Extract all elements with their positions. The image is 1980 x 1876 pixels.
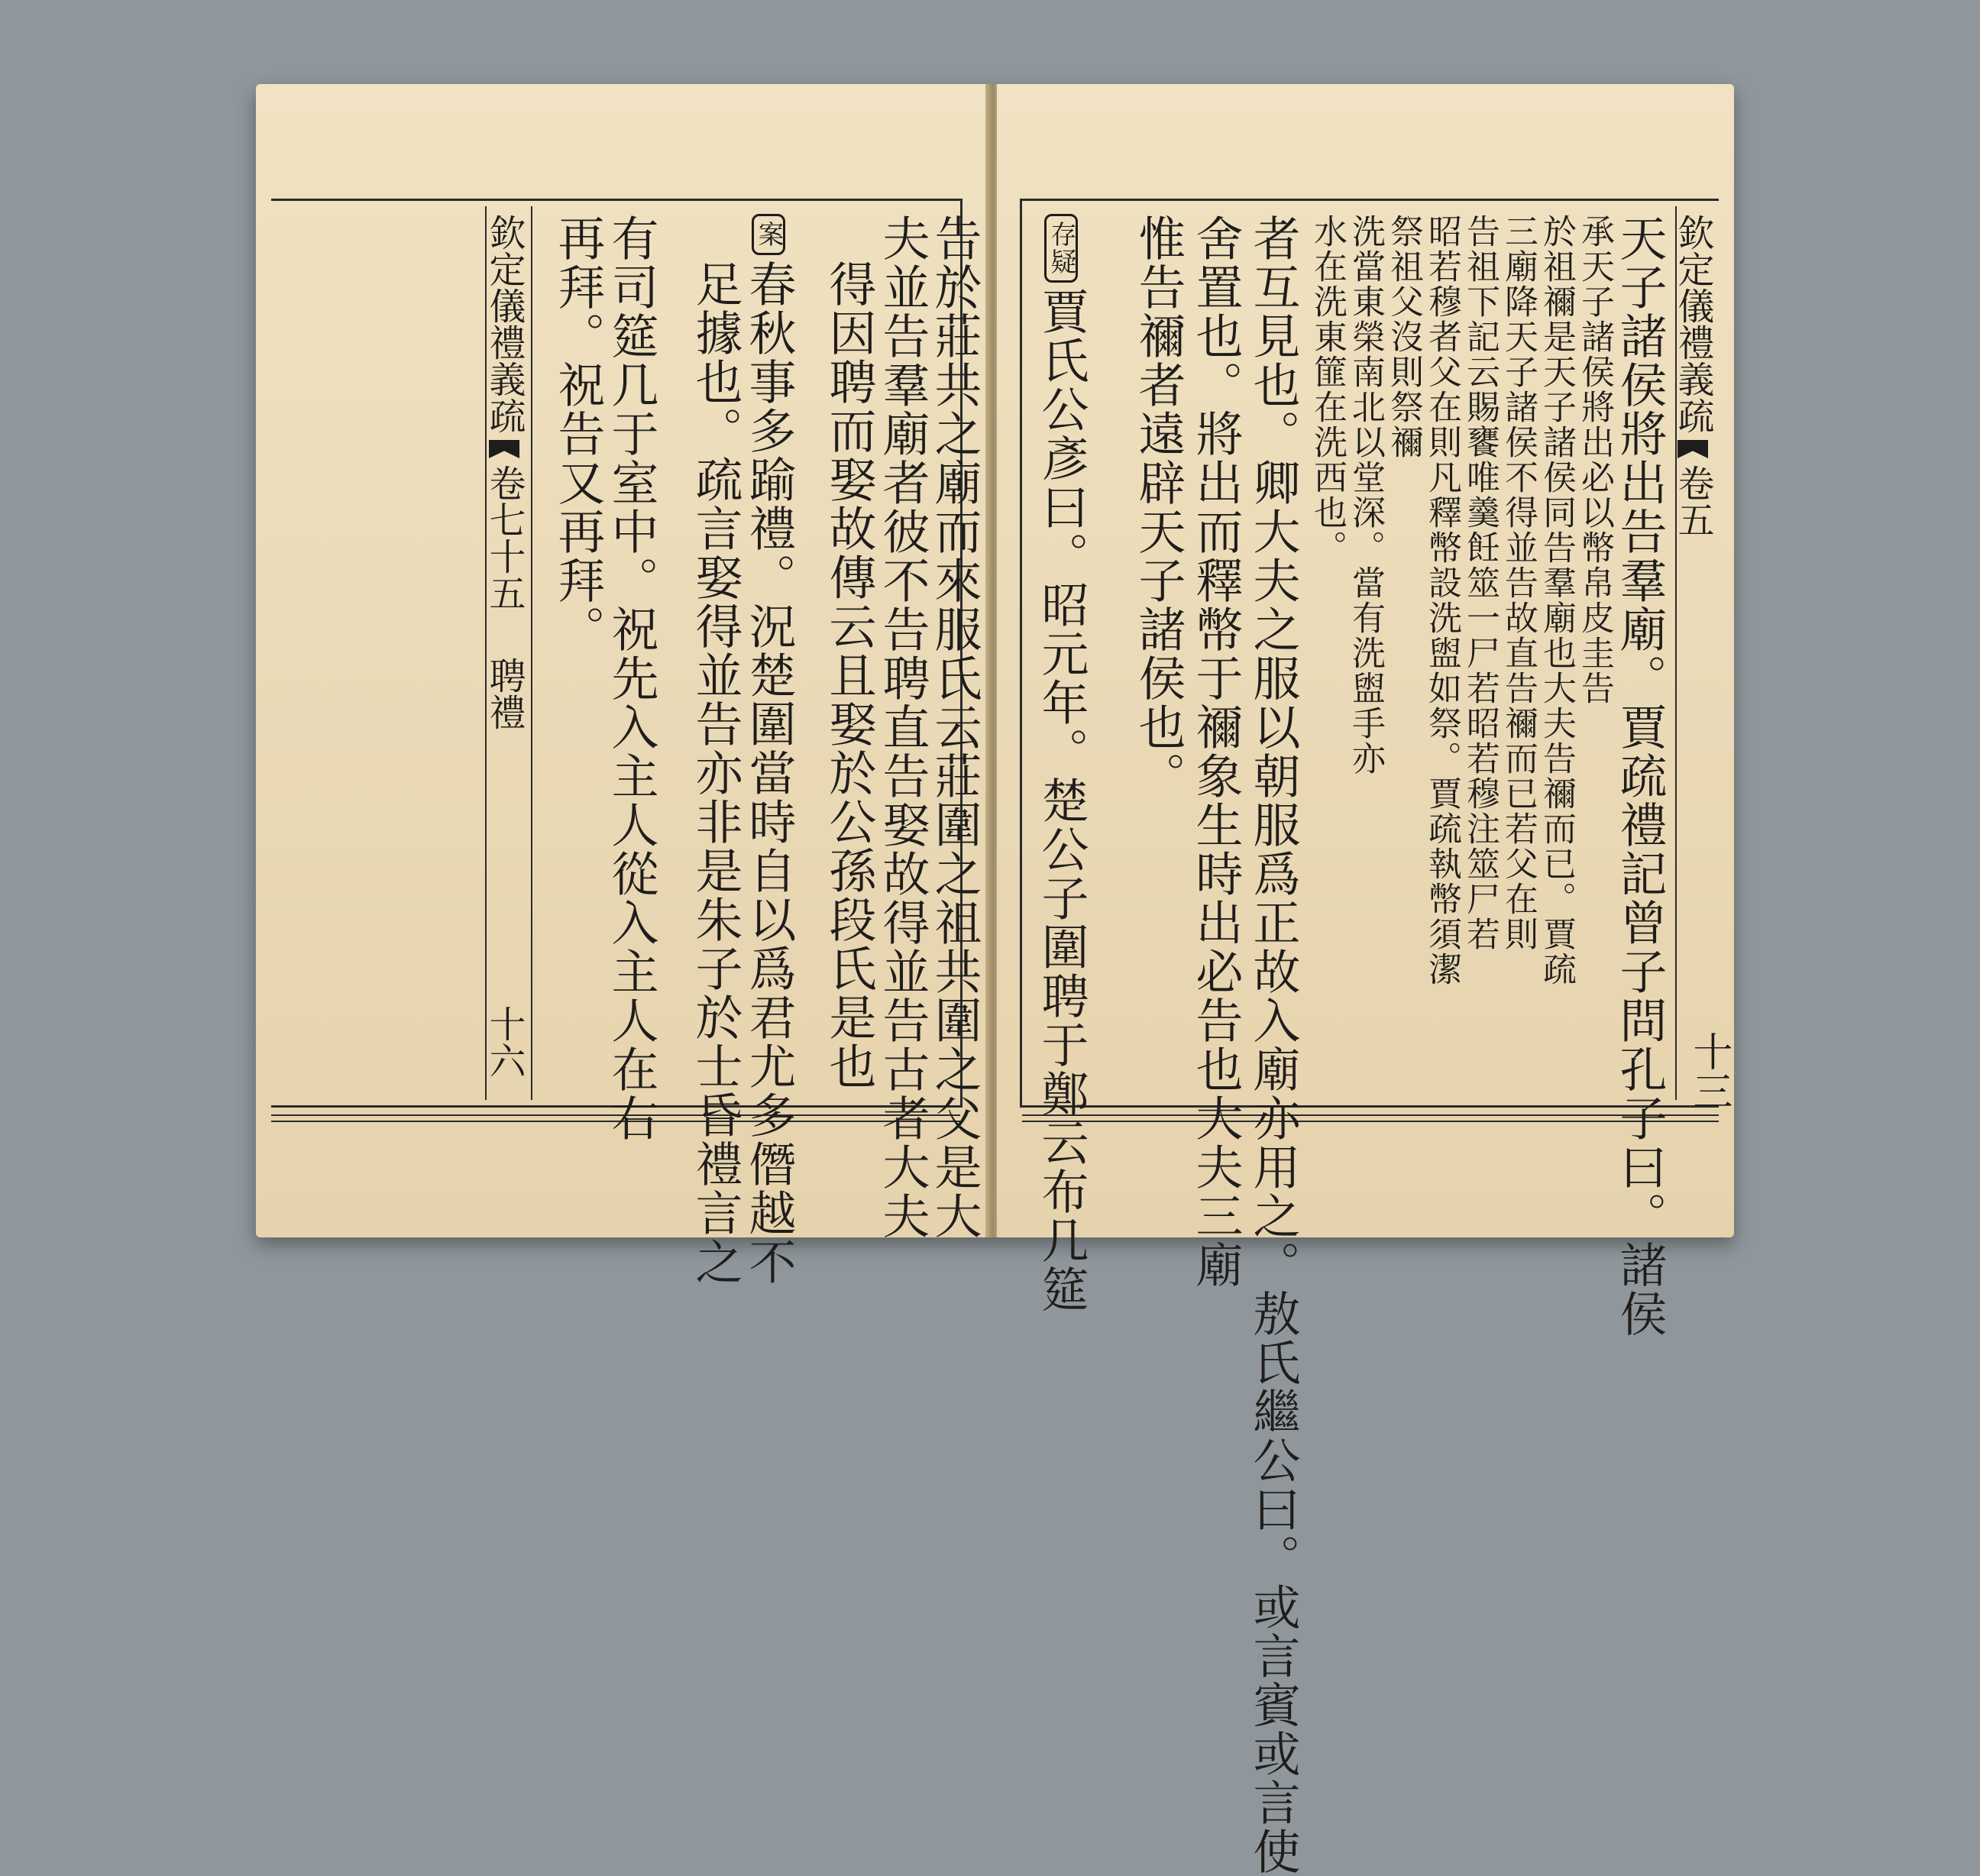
annotation-badge: 存疑 [1044,214,1078,283]
right-column-1: 天子諸侯將出告羣廟。賈疏禮記曾子問孔子曰。諸侯 [1612,214,1668,1338]
text-column-2: 有司筵几于室中。祝先入主人從入主人在右 [603,214,659,1143]
right-book-title: 欽定儀禮義疏 [1671,214,1714,434]
text-column-3: 足據也。疏言娶得並告亦非是朱子於士昏禮言之 [688,260,743,1286]
text-column-7: 告於莊共之廟而來服氏云莊圍之祖共圍之父是大 [927,214,982,1240]
left-margin-column [485,206,532,1100]
page-number: 十六 [483,1005,526,1079]
book-title: 欽定儀禮義疏 [483,214,526,434]
volume-label: 卷七十五 [483,464,526,611]
text-column-1: 再拜。祝告又再拜。 [550,214,606,654]
right-column-12: 惟告禰者遠辟天子諸侯也。 [1131,214,1186,801]
right-column-6: 昭若穆者父在則凡釋幣設洗盥如祭。賈疏執幣須潔 [1422,214,1461,987]
open-book [256,84,1734,1876]
right-page-number: 十三 [1686,1031,1732,1111]
left-page [256,84,989,1286]
right-column-10: 者互見也。卿大夫之服以朝服爲正故入廟亦用之。敖氏繼公曰。或言賓或言使 [1245,214,1301,1876]
right-margin-column [1671,206,1720,1100]
right-column-2: 承天子諸侯將出必以幣帛皮圭告 [1575,214,1614,706]
right-column-8: 洗當東榮南北以堂深。當有洗盥手亦 [1346,214,1385,776]
bracket-marker: 案 [752,214,785,255]
right-volume-label: 卷五 [1671,464,1714,538]
text-column-4: 春秋事多踰禮。況楚圍當時自以爲君尤多僭越不 [741,260,797,1286]
text-column-4-wrap [741,214,797,1286]
text-column-8: 賈氏公彥曰。昭元年。楚公子圍聘于鄭云布几筵 [1034,287,1089,1314]
fish-tail-mark-icon [1678,440,1708,458]
text-column-5: 得因聘而娶故傳云且娶於公孫段氏是也 [821,260,877,1091]
right-column-11: 舍置也。將出而釋幣于禰象生時出必告也大夫三廟 [1188,214,1244,1289]
text-column-6: 夫並告羣廟者彼不告聘直告娶故得並告古者大夫 [875,214,930,1240]
fish-tail-mark-icon [489,440,519,458]
right-column-7: 祭祖父沒則祭禰 [1384,214,1423,460]
text-column-left-8 [1031,214,1089,1314]
chapter-label: 聘禮 [483,657,526,730]
right-page [997,84,1734,1876]
right-column-4: 三廟降天子諸侯不得並告故直告禰而已若父在則 [1499,214,1538,952]
right-column-5: 告祖下記云賜饔唯羹飪筮一尸若昭若穆注筮尸若 [1461,214,1500,952]
right-column-9: 水在洗東篚在洗西也。 [1308,214,1347,565]
right-column-3: 於祖禰是天子諸侯同告羣廟也大夫告禰而已。賈疏 [1537,214,1576,987]
